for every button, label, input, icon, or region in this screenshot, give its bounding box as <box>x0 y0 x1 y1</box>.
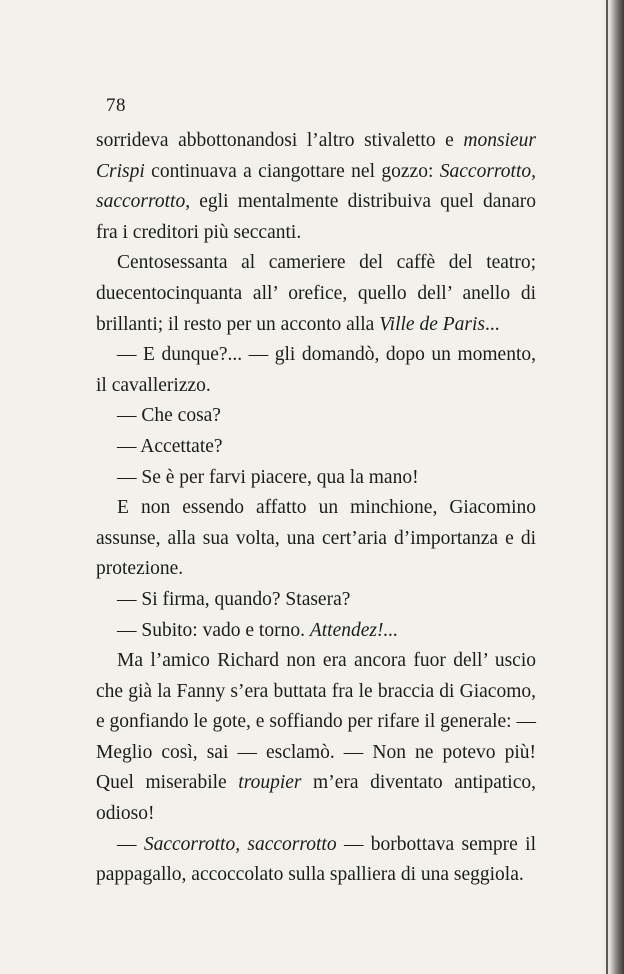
italic-segment: troupier <box>238 772 302 794</box>
paragraph <box>96 830 536 891</box>
paragraph <box>96 340 536 401</box>
paragraph <box>96 401 536 432</box>
text-segment: Ma l’amico Richard non era ancora fuor dell’ uscio che già la Fanny s’era buttata fra le braccia di Giacomo, e gonfiando le gote, e soffiando per rifare il generale: — Meglio così, sai — esclamò. — Non ne potevo più! Quel miserabile <box>96 650 536 794</box>
text-segment: — Se è per farvi piacere, qua la mano! <box>117 466 419 488</box>
text-segment: m’era diventato antipatico, odioso! <box>96 772 536 825</box>
text-segment: E non essendo affatto un minchione, Giacomino assunse, alla sua volta, una cert’aria d’importanza e di protezione. <box>96 497 536 580</box>
paragraph <box>96 585 536 616</box>
text-segment: — Subito: vado e torno. <box>117 619 310 641</box>
paragraph <box>96 248 536 340</box>
paragraph <box>96 616 536 647</box>
text-segment: — borbottava sempre il pappagallo, accoccolato sulla spalliera di una seggiola. <box>96 833 536 886</box>
paragraph <box>96 463 536 494</box>
body-text <box>96 126 536 891</box>
text-segment: continuava a ciangottare nel gozzo: <box>144 160 440 182</box>
text-segment: — Accettate? <box>117 435 223 457</box>
italic-segment: Saccorrotto, saccorrotto <box>96 160 536 213</box>
text-segment: sorrideva abbottonandosi l’altro stivaletto e <box>96 130 464 151</box>
italic-segment: Ville de Paris <box>379 313 485 335</box>
paragraph <box>96 493 536 585</box>
italic-segment: Attendez!... <box>309 619 399 641</box>
text-segment: — Si firma, quando? Stasera? <box>117 588 351 610</box>
italic-segment: monsieur Crispi <box>96 130 536 182</box>
text-segment: , egli mentalmente distribuiva quel danaro fra i creditori più seccanti. <box>96 191 536 243</box>
paragraph <box>96 646 536 830</box>
text-segment: Centosessanta al cameriere del caffè del teatro; duecentocinquanta all’ orefice, quello dell’ anello di brillanti; il resto per un acconto alla <box>96 252 536 335</box>
text-segment: — E dunque?... — gli domandò, dopo un momento, il cavallerizzo. <box>96 344 536 396</box>
page-number: 78 <box>106 95 126 116</box>
paragraph <box>96 432 536 463</box>
text-segment: — Che cosa? <box>117 405 221 427</box>
text-segment: — <box>117 833 144 855</box>
paragraph <box>96 126 536 248</box>
italic-segment: Saccorrotto, saccorrotto <box>143 833 337 855</box>
text-segment: ... <box>485 313 500 335</box>
page-gutter-line <box>606 0 608 974</box>
